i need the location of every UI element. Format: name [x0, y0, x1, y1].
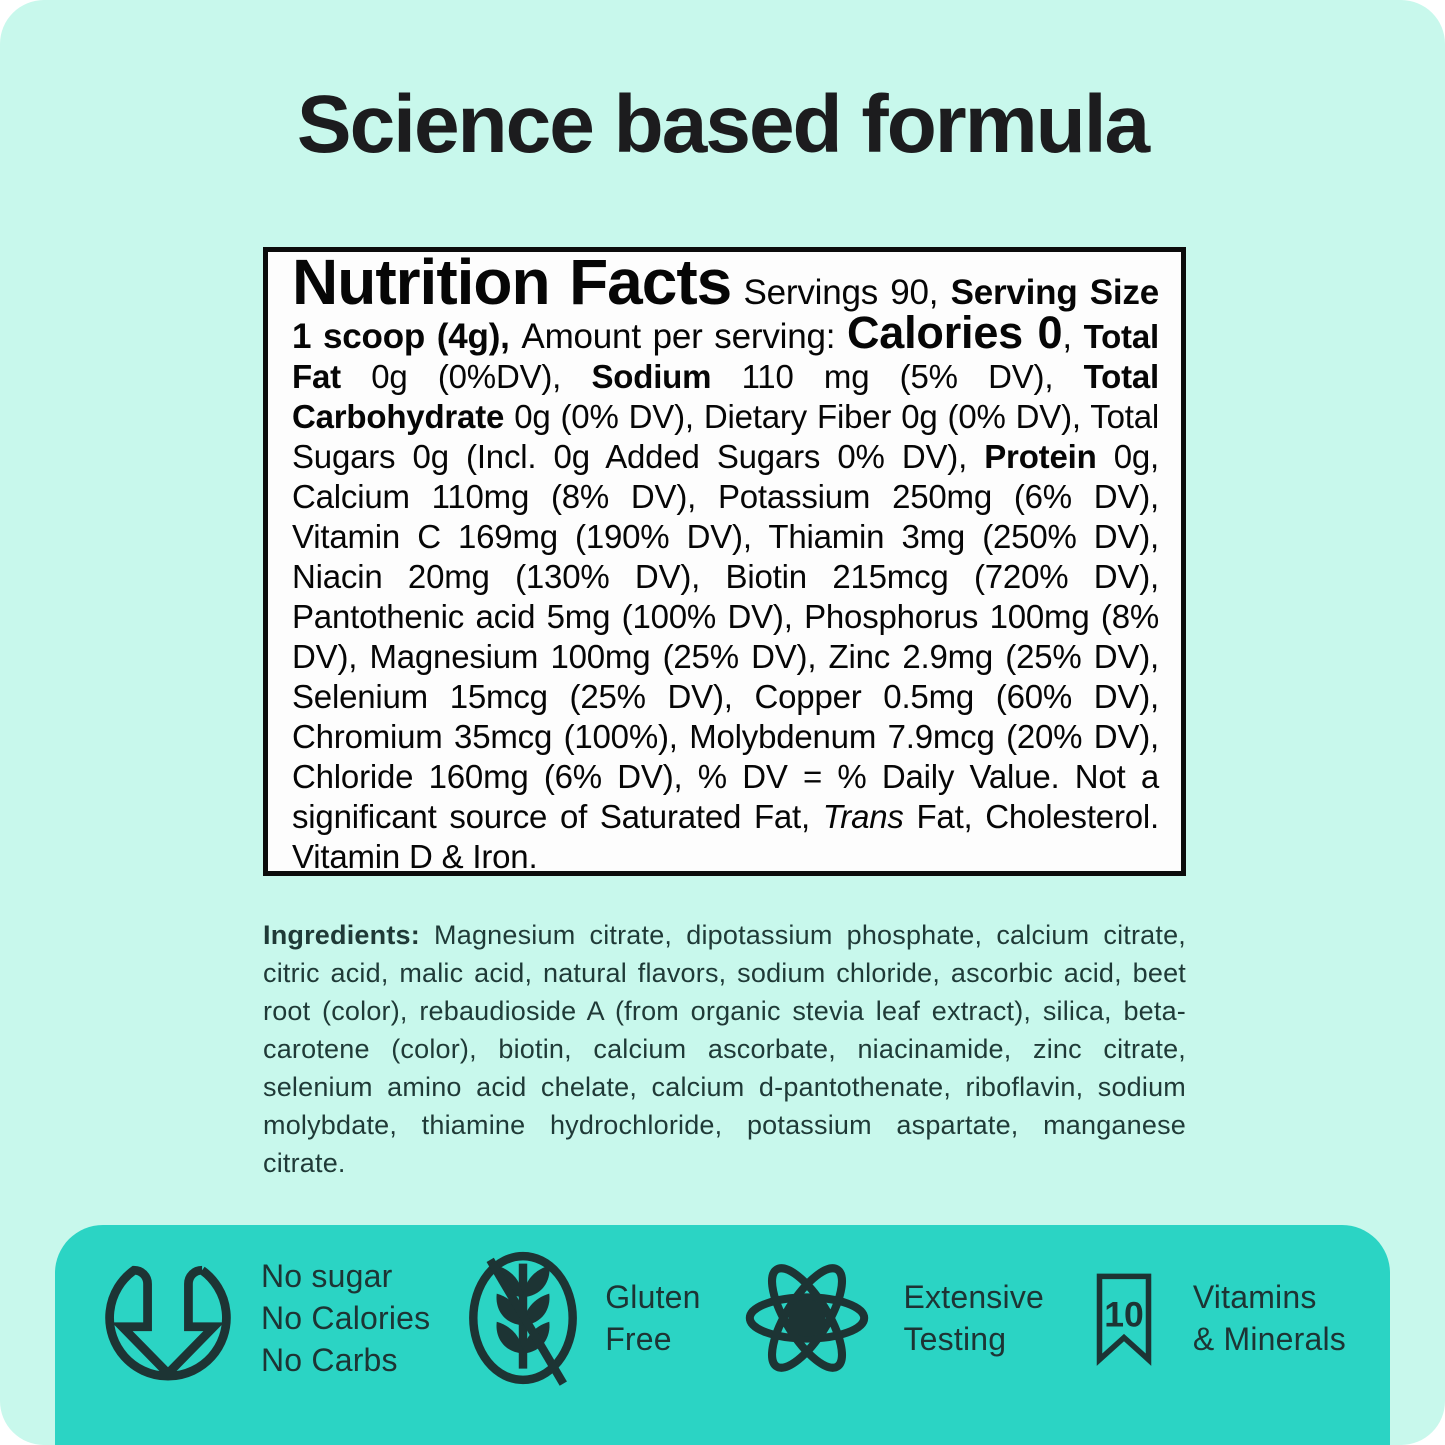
total-fat-label: Total Fat: [292, 318, 1159, 395]
feature-line: Gluten: [605, 1279, 701, 1315]
feature-extensive-testing: [731, 1251, 1044, 1385]
gluten-free-icon: [461, 1243, 585, 1393]
calories-value: Calories 0: [847, 307, 1063, 358]
nutrition-facts-panel: [263, 247, 1186, 876]
ribbon-badge-icon: [1075, 1242, 1173, 1394]
nutrition-facts-heading: Nutrition Facts: [292, 246, 732, 318]
disclaimer-tail: Fat, Cholesterol. Vitamin D & Iron.: [292, 798, 1159, 875]
separator: ,: [1062, 317, 1084, 356]
feature-gluten-free: [461, 1243, 700, 1393]
feature-line: & Minerals: [1192, 1321, 1346, 1357]
feature-text: [1193, 1276, 1346, 1360]
vitamin-count: 10: [1104, 1294, 1144, 1335]
feature-text: [903, 1276, 1044, 1360]
feature-text: [261, 1255, 430, 1381]
ingredients-text: Magnesium citrate, dipotassium phosphate, calcium citrate, citric acid, malic acid, natural flavors, sodium chloride, ascorbic acid, beet root (color), rebaudioside A (from organic stevia leaf extract), silica, beta-carotene (color), biotin, calcium ascorbate, niacinamide, zinc citrate, selenium amino acid chelate, calcium d-pantothenate, riboflavin, sodium molybdate, thiamine hydrochloride, potassium aspartate, manganese citrate.: [263, 920, 1186, 1178]
feature-band: [55, 1225, 1390, 1445]
page-title: Science based formula: [296, 79, 1149, 170]
sodium-label: Sodium: [591, 358, 742, 395]
arrow-down-circle-icon: [95, 1245, 241, 1391]
amount-per-serving-label: Amount per serving:: [521, 317, 847, 356]
total-fat-value: 0g (0%DV),: [371, 358, 592, 395]
carbohydrate-values: 0g (0% DV), Dietary Fiber 0g (0% DV), Total Sugars 0g (Incl. 0g Added Sugars 0% DV),: [292, 398, 1159, 475]
serving-size: Serving Size 1 scoop (4g),: [292, 273, 1159, 356]
atom-icon: [731, 1251, 883, 1385]
vitamins-minerals-values: 0g, Calcium 110mg (8% DV), Potassium 250mg (6% DV), Vitamin C 169mg (190% DV), Thiamin 3mg (250% DV), Niacin 20mg (130% DV), Biotin 215mcg (720% DV), Pantothenic acid 5mg (100% DV), Phosphorus 100mg (8% DV), Magnesium 100mg (25% DV), Zinc 2.9mg (25% DV), Selenium 15mcg (25% DV), Copper 0.5mg (60% DV), Chromium 35mcg (100%), Molybdenum 7.9mcg (20% DV), Chloride 160mg (6% DV), % DV = % Daily Value. Not a significant source of Saturated Fat,: [292, 438, 1159, 835]
total-carbohydrate-label: Total Carbohydrate: [292, 358, 1160, 435]
ingredients-paragraph: [263, 916, 1186, 1182]
feature-no-sugar: [95, 1245, 430, 1391]
feature-line: Vitamins: [1192, 1279, 1317, 1315]
ingredients-label: Ingredients:: [263, 920, 420, 950]
feature-vitamins-minerals: [1075, 1242, 1346, 1394]
feature-line: No Calories: [261, 1300, 431, 1336]
feature-line: No Carbs: [261, 1342, 398, 1378]
servings-count: Servings 90,: [731, 273, 951, 312]
feature-text: [605, 1276, 700, 1360]
feature-line: Testing: [903, 1321, 1007, 1357]
protein-label: Protein: [984, 438, 1114, 475]
sodium-value: 110 mg (5% DV),: [741, 358, 1084, 395]
nutrition-facts-text: [292, 246, 1160, 877]
trans-word: Trans: [822, 798, 904, 835]
feature-line: Free: [605, 1321, 672, 1357]
feature-line: No sugar: [261, 1258, 393, 1294]
feature-line: Extensive: [903, 1279, 1045, 1315]
